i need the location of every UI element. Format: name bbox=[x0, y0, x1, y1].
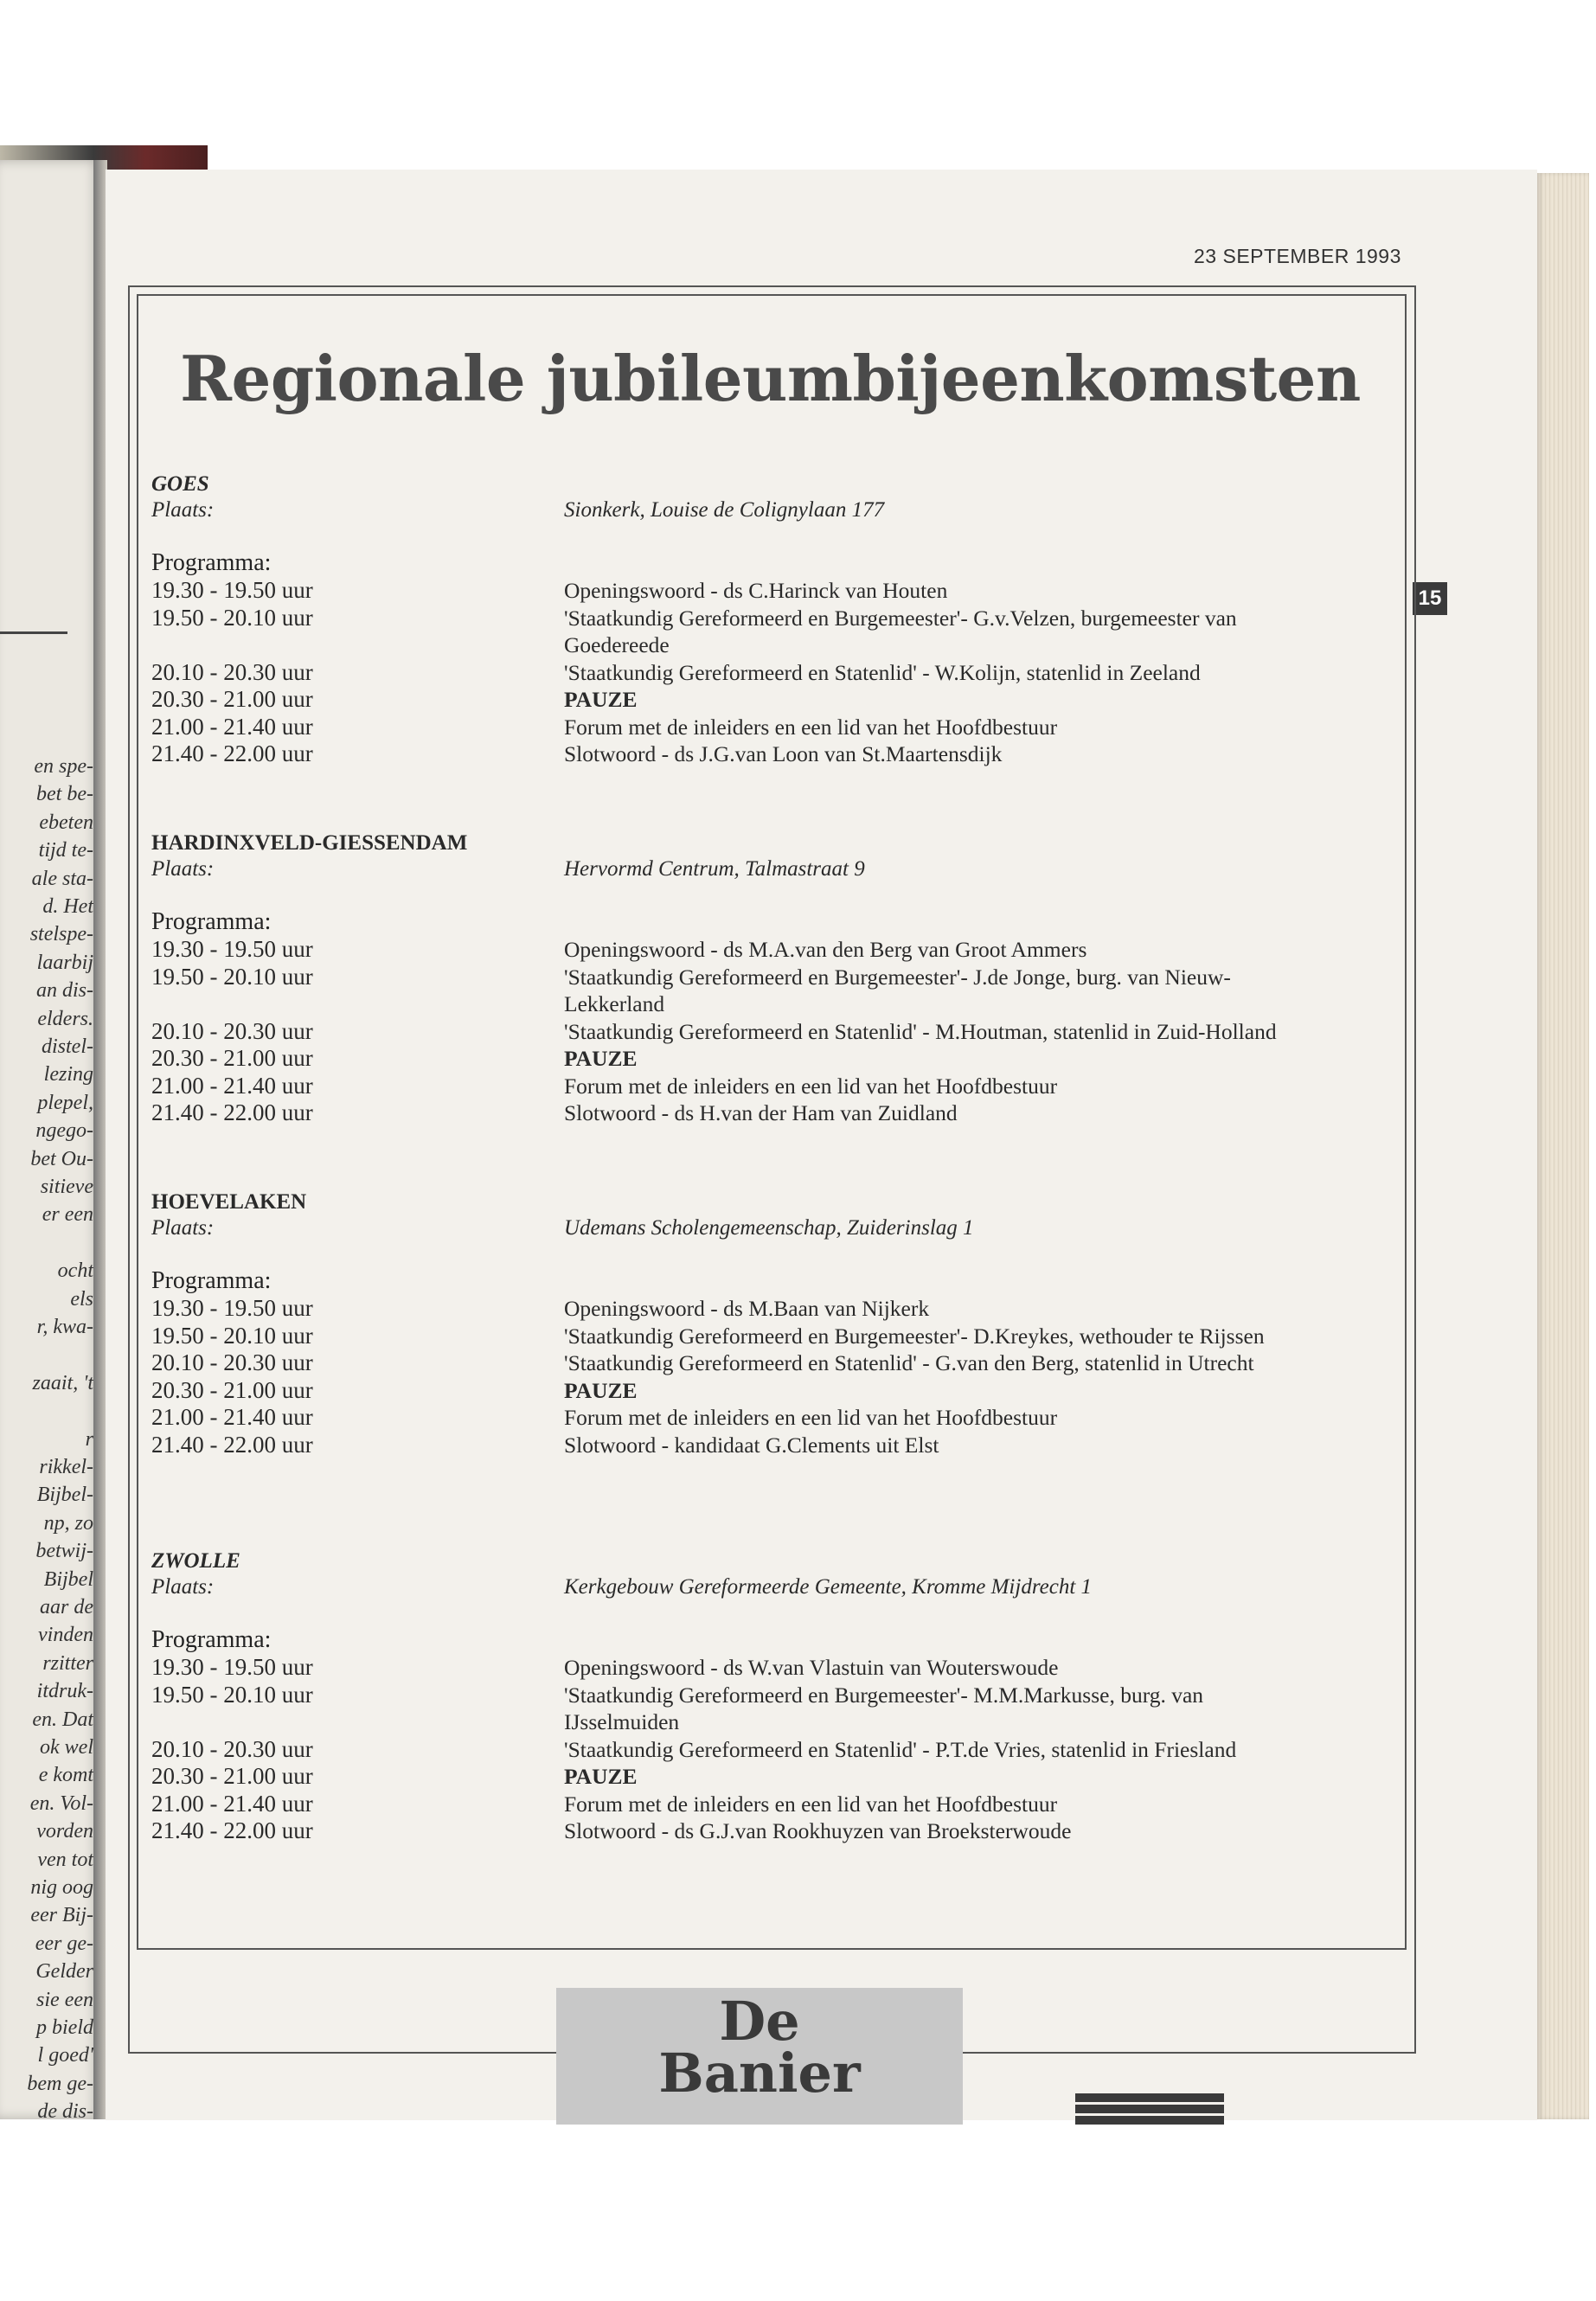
schedule-description: PAUZE bbox=[564, 1764, 638, 1789]
schedule-row bbox=[151, 1377, 1345, 1405]
schedule-description: Forum met de inleiders en een lid van het Hoofdbestuur bbox=[564, 1073, 1058, 1099]
left-page-fragment: ngego- bbox=[35, 1119, 93, 1143]
schedule-time: 21.00 - 21.40 uur bbox=[151, 713, 313, 740]
schedule-description: 'Staatkundig Gereformeerd en Statenlid' - W.Kolijn, statenlid in Zeeland bbox=[564, 659, 1201, 685]
left-page-fragment: bem ge- bbox=[27, 2072, 93, 2095]
schedule-row bbox=[151, 1018, 1345, 1046]
schedule-description: Openingswoord - ds C.Harinck van Houten bbox=[564, 578, 948, 603]
page-number-badge: 15 bbox=[1413, 582, 1447, 615]
schedule-row bbox=[151, 1432, 1345, 1459]
schedule-row bbox=[151, 577, 1345, 605]
left-page-fragment: l goed' bbox=[37, 2044, 93, 2067]
schedule-time: 20.30 - 21.00 uur bbox=[151, 686, 313, 712]
schedule-description: 'Staatkundig Gereformeerd en Burgemeester'- D.Kreykes, wethouder te Rijssen bbox=[564, 1323, 1265, 1349]
schedule-description: Slotwoord - ds H.van der Ham van Zuidland bbox=[564, 1100, 958, 1125]
region-name: ZWOLLE bbox=[151, 1549, 240, 1573]
schedule-row bbox=[151, 1817, 1345, 1845]
left-page-fragment: en spe- bbox=[34, 755, 93, 778]
plaats-row bbox=[151, 856, 1345, 882]
left-page-fragment: stelspe- bbox=[29, 923, 93, 946]
left-page-fragment: aar de bbox=[40, 1596, 93, 1618]
schedule-row bbox=[151, 964, 1345, 1018]
left-page-fragment: p bield bbox=[36, 2016, 93, 2039]
plaats-value: Sionkerk, Louise de Colignylaan 177 bbox=[564, 498, 885, 522]
schedule-time: 20.30 - 21.00 uur bbox=[151, 1376, 313, 1403]
schedule-row bbox=[151, 686, 1345, 714]
schedule-row bbox=[151, 1404, 1345, 1432]
page-edges bbox=[1537, 173, 1589, 2119]
logo-line-2: Banier bbox=[658, 2041, 861, 2105]
region-section bbox=[151, 471, 1345, 768]
left-page-fragment: vorden bbox=[36, 1820, 93, 1843]
schedule-description: 'Staatkundig Gereformeerd en Burgemeester'- M.M.Markusse, burg. van IJsselmuiden bbox=[564, 1682, 1204, 1734]
left-page-fragment: r bbox=[85, 1427, 93, 1451]
left-page-fragment: zaait, 't bbox=[32, 1371, 93, 1394]
schedule-time: 19.50 - 20.10 uur bbox=[151, 1681, 313, 1708]
schedule-description: PAUZE bbox=[564, 1046, 638, 1071]
left-page-fragment: plepel, bbox=[37, 1091, 93, 1114]
schedule-time: 20.10 - 20.30 uur bbox=[151, 1349, 313, 1375]
left-page-fragment: ven tot bbox=[37, 1848, 93, 1871]
programma-label: Programma: bbox=[151, 1267, 272, 1294]
schedule-row bbox=[151, 1763, 1345, 1791]
schedule-time: 20.10 - 20.30 uur bbox=[151, 658, 313, 685]
schedule-description: Openingswoord - ds M.A.van den Berg van Groot Ammers bbox=[564, 937, 1087, 962]
issue-date: 23 SEPTEMBER 1993 bbox=[1194, 245, 1401, 267]
schedule-time: 21.40 - 22.00 uur bbox=[151, 1099, 313, 1125]
left-page-fragment: an dis- bbox=[36, 979, 93, 1003]
programma-label: Programma: bbox=[151, 549, 272, 576]
left-page-fragment: bet be- bbox=[36, 783, 93, 806]
left-page-rule bbox=[0, 631, 67, 634]
schedule-time: 19.50 - 20.10 uur bbox=[151, 1322, 313, 1349]
left-page-fragment: rikkel- bbox=[39, 1456, 93, 1478]
schedule-row bbox=[151, 1073, 1345, 1100]
schedule-row bbox=[151, 1295, 1345, 1323]
left-page-fragment: r, kwa- bbox=[36, 1316, 93, 1338]
left-page-fragment: e komt bbox=[38, 1764, 93, 1787]
left-page-fragment: ok wel bbox=[40, 1736, 93, 1759]
schedule-description: Forum met de inleiders en een lid van het Hoofdbestuur bbox=[564, 1791, 1058, 1817]
schedule-time: 20.10 - 20.30 uur bbox=[151, 1017, 313, 1044]
schedule-row bbox=[151, 1791, 1345, 1818]
left-page-fragment: ale sta- bbox=[31, 867, 93, 890]
schedule-row bbox=[151, 605, 1345, 659]
region-name: HARDINXVELD-GIESSENDAM bbox=[151, 831, 468, 855]
left-page-fragment: d. Het bbox=[42, 895, 93, 918]
left-page-fragment: rzitter bbox=[42, 1651, 93, 1675]
plaats-value: Kerkgebouw Gereformeerde Gemeente, Kromme Mijdrecht 1 bbox=[564, 1575, 1093, 1599]
left-page-fragment: ebeten bbox=[39, 811, 93, 834]
schedule-description: Openingswoord - ds M.Baan van Nijkerk bbox=[564, 1296, 930, 1321]
schedule-description: 'Staatkundig Gereformeerd en Statenlid' - M.Houtman, statenlid in Zuid-Holland bbox=[564, 1018, 1277, 1044]
plaats-row bbox=[151, 1574, 1345, 1600]
plaats-label: Plaats: bbox=[151, 498, 215, 522]
plaats-value: Udemans Scholengemeenschap, Zuiderinslag 1 bbox=[564, 1216, 974, 1240]
schedule-time: 21.00 - 21.40 uur bbox=[151, 1790, 313, 1817]
left-page-fragment: Gelder bbox=[35, 1960, 93, 1984]
plaats-label: Plaats: bbox=[151, 1216, 215, 1240]
left-page-fragment: eer ge- bbox=[35, 1932, 93, 1955]
left-page-fragment: els bbox=[70, 1287, 93, 1311]
region-section bbox=[151, 830, 1345, 1127]
left-page-fragment: ocht bbox=[57, 1259, 93, 1283]
schedule-row bbox=[151, 1682, 1345, 1736]
schedule-row bbox=[151, 1045, 1345, 1073]
schedule-description: Forum met de inleiders en een lid van het Hoofdbestuur bbox=[564, 714, 1058, 740]
schedule-description: 'Staatkundig Gereformeerd en Statenlid' - G.van den Berg, statenlid in Utrecht bbox=[564, 1350, 1254, 1375]
schedule-row bbox=[151, 740, 1345, 768]
region-name: HOEVELAKEN bbox=[151, 1190, 307, 1214]
left-page-fragment: elders. bbox=[37, 1007, 93, 1030]
region-section bbox=[151, 1189, 1345, 1458]
schedule-time: 21.40 - 22.00 uur bbox=[151, 740, 313, 766]
programma-label: Programma: bbox=[151, 1626, 272, 1653]
left-page-fragment: laarbij bbox=[36, 951, 93, 974]
left-page-fragment: betwij- bbox=[35, 1540, 93, 1563]
decorative-bars bbox=[1075, 2093, 1224, 2125]
left-page-fragment: eer Bij- bbox=[30, 1904, 93, 1927]
schedule-description: Slotwoord - kandidaat G.Clements uit Elst bbox=[564, 1432, 939, 1458]
schedule-row bbox=[151, 1736, 1345, 1764]
left-page-fragment: en. Dat bbox=[32, 1708, 93, 1731]
schedule-row bbox=[151, 936, 1345, 964]
region-name: GOES bbox=[151, 472, 209, 496]
left-page-fragment: er een bbox=[42, 1203, 93, 1227]
schedule-row bbox=[151, 1323, 1345, 1350]
schedule-time: 20.30 - 21.00 uur bbox=[151, 1045, 313, 1071]
schedule-time: 19.50 - 20.10 uur bbox=[151, 604, 313, 631]
left-page-fragment: np, zo bbox=[43, 1511, 93, 1535]
left-page-fragment: bet Ou- bbox=[30, 1147, 93, 1170]
left-page-fragment: Bijbel- bbox=[36, 1484, 93, 1507]
left-page-fragment: en. Vol- bbox=[29, 1791, 93, 1815]
left-page-fragment: tijd te- bbox=[38, 839, 93, 862]
left-page-fragment: lezing bbox=[43, 1063, 93, 1086]
plaats-label: Plaats: bbox=[151, 857, 215, 881]
schedule-time: 21.00 - 21.40 uur bbox=[151, 1404, 313, 1430]
schedule-description: Slotwoord - ds G.J.van Rookhuyzen van Broeksterwoude bbox=[564, 1818, 1072, 1843]
region-section bbox=[151, 1548, 1345, 1845]
schedule-description: Forum met de inleiders en een lid van het Hoofdbestuur bbox=[564, 1405, 1058, 1430]
left-page-fragment: de dis- bbox=[37, 2100, 93, 2119]
left-page-fragment: sie een bbox=[36, 1988, 93, 2011]
schedule-time: 21.40 - 22.00 uur bbox=[151, 1431, 313, 1458]
schedule-time: 20.30 - 21.00 uur bbox=[151, 1763, 313, 1789]
logo-line-1: De bbox=[719, 1990, 800, 2053]
left-page-fragment: distel- bbox=[42, 1035, 93, 1058]
schedule-description: 'Staatkundig Gereformeerd en Burgemeester'- J.de Jonge, burg. van Nieuw-Lekkerland bbox=[564, 964, 1231, 1016]
left-facing-page bbox=[0, 160, 102, 2119]
schedule-row bbox=[151, 714, 1345, 741]
schedule-description: Slotwoord - ds J.G.van Loon van St.Maartensdijk bbox=[564, 741, 1003, 766]
plaats-row bbox=[151, 497, 1345, 523]
schedule-time: 19.30 - 19.50 uur bbox=[151, 936, 313, 962]
left-page-fragment: vinden bbox=[38, 1624, 93, 1647]
schedule-time: 19.30 - 19.50 uur bbox=[151, 1654, 313, 1680]
left-page-fragment: Bijbel bbox=[43, 1567, 93, 1591]
schedule-time: 21.00 - 21.40 uur bbox=[151, 1072, 313, 1099]
schedule-row bbox=[151, 1099, 1345, 1127]
page-title: Regionale jubileumbijeenkomsten bbox=[180, 342, 1361, 415]
schedule-row bbox=[151, 1349, 1345, 1377]
left-page-fragment: nig oog bbox=[30, 1876, 93, 1899]
schedule-time: 19.50 - 20.10 uur bbox=[151, 963, 313, 990]
plaats-label: Plaats: bbox=[151, 1575, 215, 1599]
schedule-description: PAUZE bbox=[564, 1377, 638, 1403]
schedule-time: 21.40 - 22.00 uur bbox=[151, 1817, 313, 1843]
left-page-fragment: itdruk- bbox=[36, 1680, 93, 1703]
schedule-time: 19.30 - 19.50 uur bbox=[151, 577, 313, 603]
plaats-row bbox=[151, 1215, 1345, 1241]
de-banier-logo bbox=[556, 1988, 963, 2125]
left-page-fragment: sitieve bbox=[40, 1176, 93, 1198]
schedule-time: 19.30 - 19.50 uur bbox=[151, 1295, 313, 1321]
plaats-value: Hervormd Centrum, Talmastraat 9 bbox=[564, 857, 865, 881]
schedule-row bbox=[151, 1654, 1345, 1682]
schedule-time: 20.10 - 20.30 uur bbox=[151, 1735, 313, 1762]
schedule-row bbox=[151, 659, 1345, 687]
programma-label: Programma: bbox=[151, 908, 272, 935]
schedule-description: 'Staatkundig Gereformeerd en Burgemeester'- G.v.Velzen, burgemeester van Goedereede bbox=[564, 605, 1237, 657]
schedule-description: Openingswoord - ds W.van Vlastuin van Wouterswoude bbox=[564, 1655, 1059, 1680]
schedule-description: PAUZE bbox=[564, 687, 638, 712]
schedule-description: 'Staatkundig Gereformeerd en Statenlid' - P.T.de Vries, statenlid in Friesland bbox=[564, 1736, 1237, 1762]
